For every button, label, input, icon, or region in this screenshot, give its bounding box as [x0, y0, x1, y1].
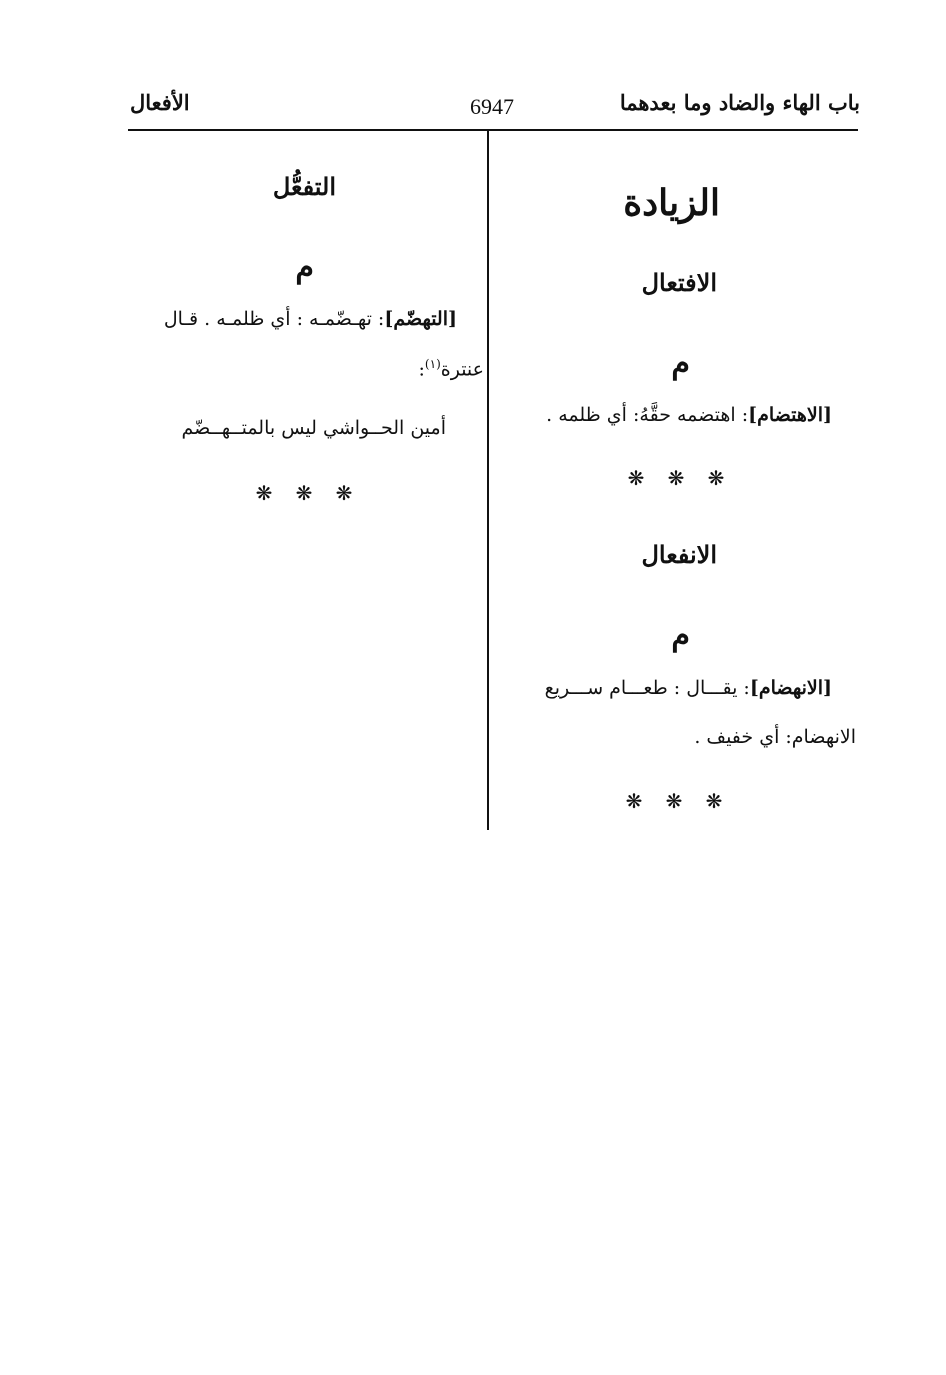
entry-inhidam-line2: الانهضام: أي خفيف .: [694, 726, 856, 748]
entry-term: [الاهتضام]: [748, 404, 832, 426]
section-heading-iftiaal: الافتعال: [641, 268, 717, 297]
section-heading-infiaal: الانفعال: [641, 540, 717, 569]
star-ornament: ❋: [705, 789, 723, 813]
star-ornament: ❋: [335, 481, 353, 505]
star-ornament: ❋: [295, 481, 313, 505]
footnote-marker: (١): [424, 357, 441, 371]
star-ornament: ❋: [627, 466, 645, 490]
entry-ihtidam: [546, 404, 832, 426]
star-ornament: ❋: [665, 789, 683, 813]
root-letter: م: [295, 250, 314, 285]
section-separator: [616, 466, 736, 490]
entry-tahaddum-line1: [126, 308, 457, 330]
star-ornament: ❋: [255, 481, 273, 505]
header-rule: [128, 129, 858, 131]
root-letter: م: [671, 618, 690, 653]
entry-text: : تهـضّمـه : أي ظلمـه . قـال: [163, 308, 385, 330]
entry-inhidam-line1: [489, 677, 832, 699]
entry-term: [التهضّم]: [384, 308, 457, 330]
entry-term: [الانهضام]: [749, 677, 832, 699]
star-ornament: ❋: [667, 466, 685, 490]
poet-name: عنترة: [440, 358, 484, 381]
column-divider: [487, 131, 489, 830]
page-number: 6947: [470, 94, 514, 119]
right-column-title: الزيادة: [623, 182, 720, 224]
entry-text: : يقـــال : طعـــام ســـريع: [544, 677, 750, 699]
running-header-section: الأفعال: [130, 90, 190, 115]
section-separator: [244, 481, 364, 505]
star-ornament: ❋: [707, 466, 725, 490]
star-ornament: ❋: [625, 789, 643, 813]
section-separator: [614, 789, 734, 813]
entry-text-end: :: [418, 358, 425, 381]
root-letter: م: [671, 346, 690, 381]
entry-tahaddum-line2: [419, 357, 484, 380]
verse-line: أمين الحــواشي ليس بالمتــهــضّم: [181, 417, 446, 439]
running-header-chapter: باب الهاء والضاد وما بعدهما: [619, 90, 860, 115]
entry-text: : اهتضمه حقَّهُ: أي ظلمه .: [546, 404, 749, 426]
section-heading-tafaul: التفعُّل: [272, 172, 336, 201]
